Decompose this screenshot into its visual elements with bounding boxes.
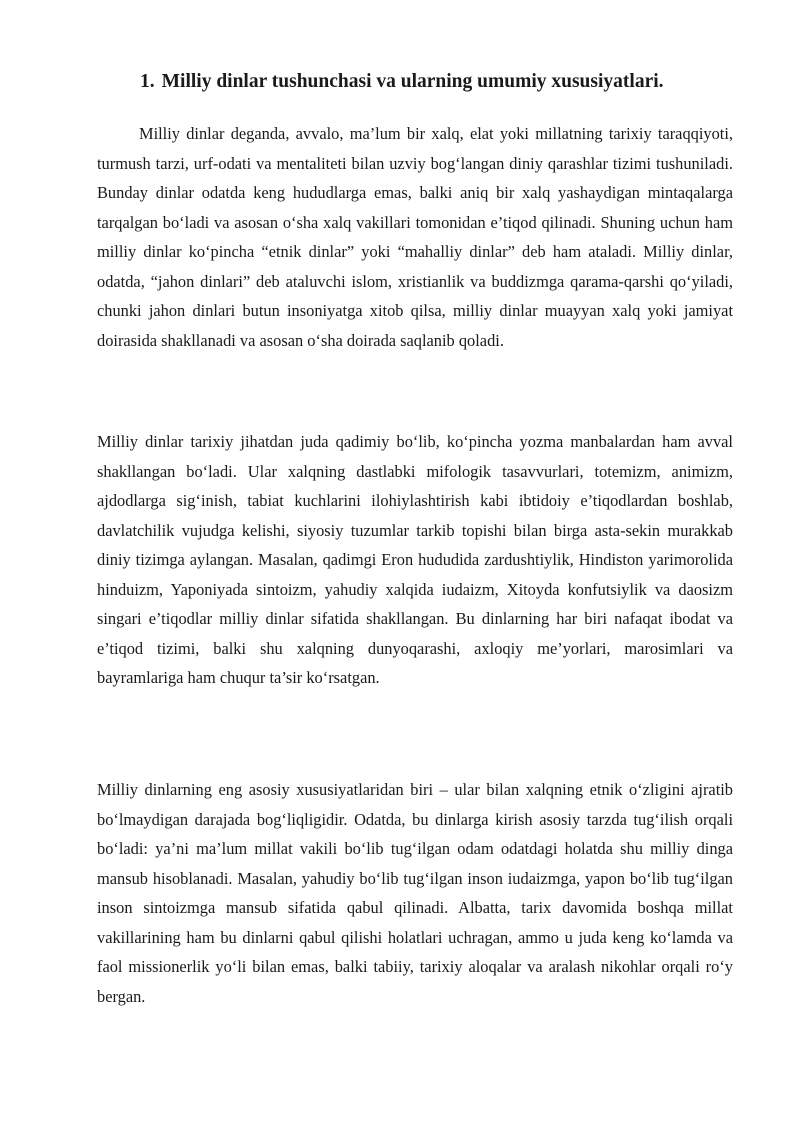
section-heading xyxy=(140,68,760,96)
paragraph-3: Milliy dinlarning eng asosiy xususiyatlaridan biri – ular bilan xalqning etnik o‘zligini ajratib bo‘lmaydigan darajada bog‘liqligidir. Odatda, bu dinlarga kirish asosiy tarzda tug‘ilish orqali bo‘ladi: ya’ni ma’lum millat vakili bo‘lib tug‘ilgan odam odatdagi holatda shu milliy dinga mansub hisoblanadi. Masalan, yahudiy bo‘lib tug‘ilgan inson iudaizmga, yapon bo‘lib tug‘ilgan inson sintoizmga mansub sifatida qabul qilinadi. Albatta, tarix davomida boshqa millat vakillarining ham bu dinlarni qabul qilishi holatlari uchragan, ammo u juda keng ko‘lamda va faol missionerlik yo‘li bilan emas, balki tabiiy, tarixiy aloqalar va aralash nikohlar orqali ro‘y bergan. xyxy=(97,780,733,1006)
section-number: 1. xyxy=(140,71,155,92)
paragraph-1: Milliy dinlar deganda, avvalo, ma’lum bir xalq, elat yoki millatning tarixiy taraqqiyoti, turmush tarzi, urf-odati va mentaliteti bilan uzviy bog‘langan diniy qarashlar tizimi tushuniladi. Bunday dinlar odatda keng hududlarga emas, balki aniq bir xalq yashaydigan mintaqalarga tarqalgan bo‘ladi va asosan o‘sha xalq vakillari tomonidan e’tiqod qilinadi. Shuning uchun ham milliy dinlar ko‘pincha “etnik dinlar” yoki “mahalliy dinlar” deb ham ataladi. Milliy dinlar, odatda, “jahon dinlari” deb ataluvchi islom, xristianlik va buddizmga qarama-qarshi qo‘yiladi, chunki jahon dinlari butun insoniyatga xitob qilsa, milliy dinlar muayyan xalq yoki jamiyat doirasida shakllanadi va asosan o‘sha doirada saqlanib qoladi. xyxy=(97,124,733,350)
section-title: Milliy dinlar tushunchasi va ularning umumiy xususiyatlari. xyxy=(161,71,664,92)
paragraph-2: Milliy dinlar tarixiy jihatdan juda qadimiy bo‘lib, ko‘pincha yozma manbalardan ham avval shakllangan bo‘ladi. Ular xalqning dastlabki mifologik tasavvurlari, totemizm, animizm, ajdodlarga sig‘inish, tabiat kuchlarini ilohiylashtirish kabi ibtidoiy e’tiqodlardan boshlab, davlatchilik vujudga kelishi, siyosiy tuzumlar tarkib topishi bilan birga asta-sekin murakkab diniy tizimga aylangan. Masalan, qadimgi Eron hududida zardushtiylik, Hindiston yarimorolida hinduizm, Yaponiyada sintoizm, yahudiy xalqida iudaizm, Xitoyda konfutsiylik va daosizm singari e’tiqodlar milliy dinlar sifatida shakllangan. Bu dinlarning har biri nafaqat ibodat va e’tiqod tizimi, balki shu xalqning dunyoqarashi, axloqiy me’yorlari, marosimlari va bayramlariga ham chuqur ta’sir ko‘rsatgan. xyxy=(97,432,733,687)
